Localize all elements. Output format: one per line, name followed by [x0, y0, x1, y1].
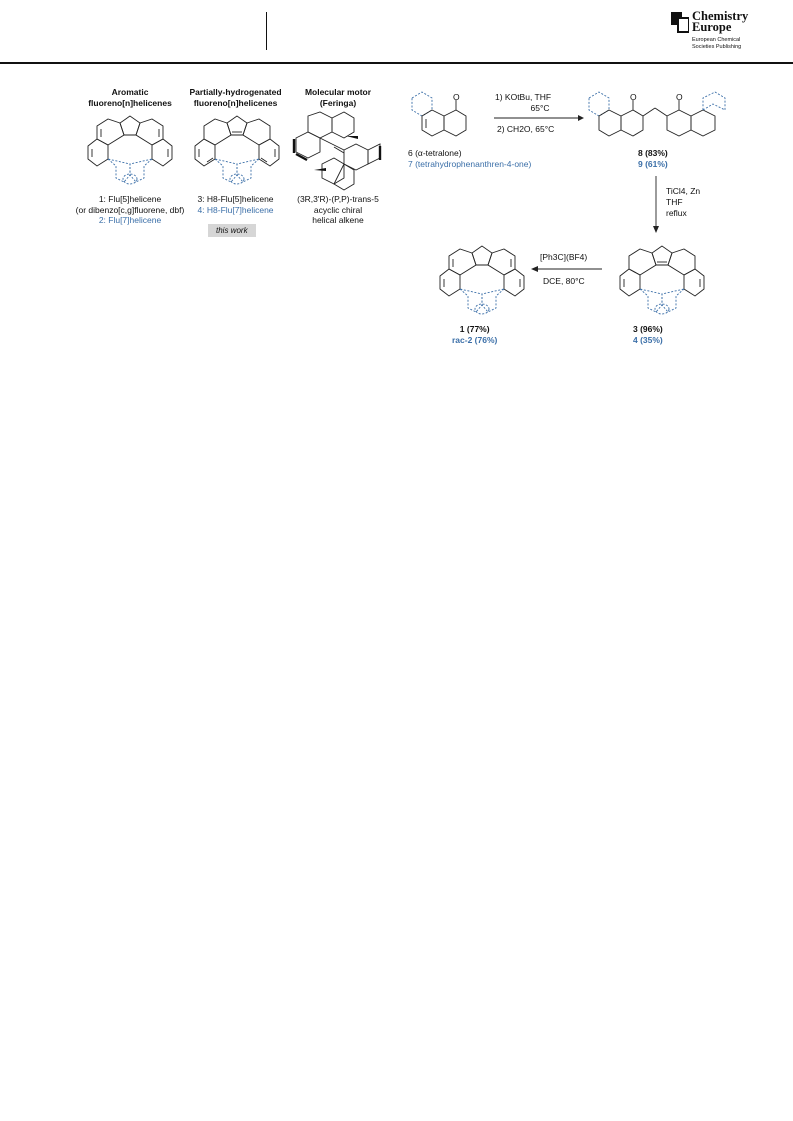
step2-arrow-icon: [652, 176, 660, 236]
tetralone-oxygen: O: [453, 92, 460, 102]
dimer-oxygen-1: O: [630, 92, 637, 102]
h8-product-structure-icon: [612, 238, 712, 323]
dimer-caption: 8 (83%) 9 (61%): [638, 148, 668, 169]
col1-caption: 1: Flu[5]helicene (or dibenzo[c,g]fluorene, dbf) 2: Flu[7]helicene: [75, 194, 185, 225]
step1-arrow-icon: [494, 114, 586, 122]
chemistry-europe-logo-icon: [671, 12, 689, 34]
col2-title: Partially-hydrogenated fluoreno[n]helicenes: [189, 87, 282, 108]
col3-title: Molecular motor (Feringa): [304, 87, 372, 108]
flu5-helicene-structure-icon: [80, 108, 180, 193]
col3-caption: (3R,3'R)-(P,P)-trans-5 acyclic chiral helical alkene: [297, 194, 379, 225]
h8-flu-helicene-structure-icon: [187, 108, 287, 193]
step2-conditions: TiCl4, Zn THF reflux: [666, 186, 701, 218]
journal-logo-subtitle: European Chemical Societies Publishing: [692, 37, 742, 50]
step3-conditions-2: DCE, 80°C: [543, 276, 585, 286]
step3-arrow-icon: [530, 265, 602, 273]
col2-caption: 3: H8-Flu[5]helicene 4: H8-Flu[7]helicene: [197, 194, 274, 215]
header-rule: [0, 62, 793, 64]
product-left-caption: 1 (77%) rac-2 (76%): [452, 324, 498, 345]
tetralone-structure-icon: [408, 88, 478, 148]
product-right-caption: 3 (96%) 4 (35%): [633, 324, 663, 345]
this-work-badge: this work: [208, 220, 256, 238]
dimer-oxygen-2: O: [676, 92, 683, 102]
molecular-motor-structure-icon: [288, 108, 388, 198]
step1-conditions-2: 2) CH2O, 65°C: [497, 124, 555, 134]
aromatic-product-structure-icon: [432, 238, 532, 323]
bis-tetralone-structure-icon: [585, 88, 745, 148]
col1-title: Aromatic fluoreno[n]helicenes: [88, 87, 172, 108]
step1-conditions: 1) KOtBu, THF 65°C: [495, 92, 552, 113]
start-caption: 6 (α-tetralone) 7 (tetrahydrophenanthren-4-one): [408, 148, 532, 169]
journal-logo-title: Chemistry Europe: [692, 9, 749, 34]
step3-conditions: [Ph3C](BF4): [540, 252, 588, 262]
header-divider: [266, 12, 267, 50]
